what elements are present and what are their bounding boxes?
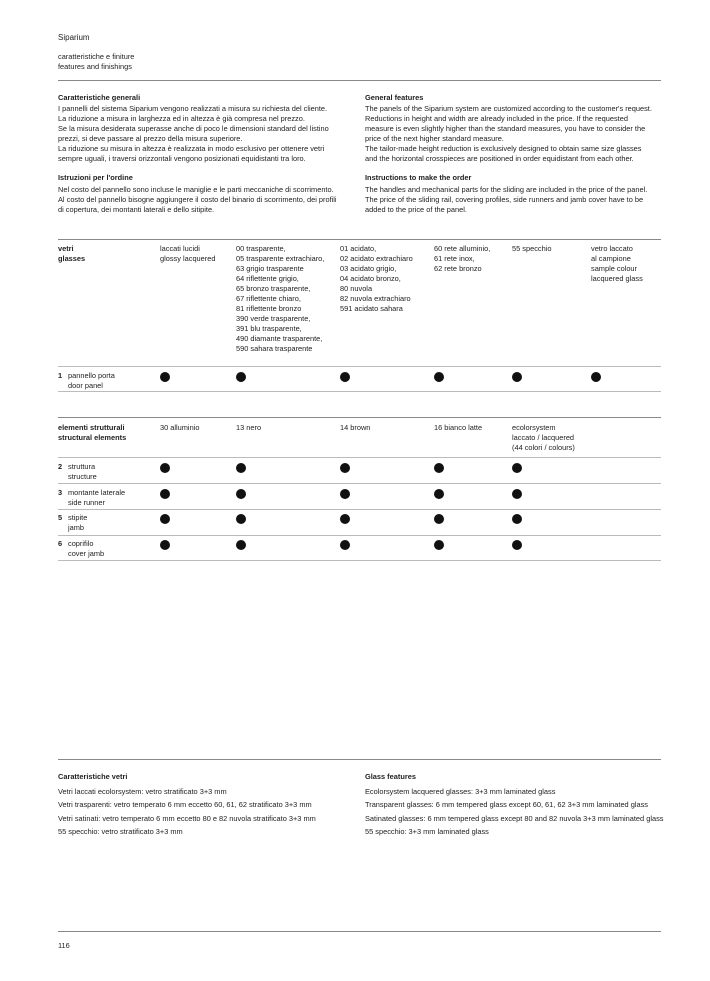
row-label-it: coprifilo [68,539,94,548]
text-line: Vetri satinati: vetro temperato 6 mm eccetto 80 e 82 nuvola stratificato 3+3 mm [58,813,316,823]
row-label-en: side runner [68,498,105,507]
order-text-en [365,185,647,215]
availability-dot [512,489,522,499]
text-line: Se la misura desiderata superasse anche di poco le dimensioni standard del listino [58,124,329,133]
availability-dot [434,463,444,473]
general-title-it: Caratteristiche generali [58,93,141,102]
general-text-en [365,104,652,164]
column-header [340,423,370,433]
text-line: The tailor-made height reduction is exclusively designed to obtain same size glasses [365,144,642,153]
column-header [512,423,575,453]
column-header-line: 590 sahara trasparente [236,344,313,353]
order-text-it [58,185,337,215]
column-header-line: 591 acidato sahara [340,304,403,313]
text-line: Al costo del pannello bisogne aggiungere il costo del binario di scorrimento, dei profili [58,195,337,204]
availability-dot [340,372,350,382]
row-number: 3 [58,488,63,497]
availability-dot [434,540,444,550]
column-header-line: lacquered glass [591,274,643,283]
column-header-line: laccati lucidi [160,244,200,253]
availability-dot [236,489,246,499]
page-number: 116 [58,941,70,950]
text-line: Satinated glasses: 6 mm tempered glass except 80 and 82 nuvola 3+3 mm laminated glass [365,813,664,823]
text-line: The handles and mechanical parts for the sliding are included in the price of the panel. [365,185,648,194]
availability-dot [434,514,444,524]
column-header-line: 64 riflettente grigio, [236,274,299,283]
availability-dot [160,463,170,473]
row-divider [58,483,661,484]
glass-features-rule [58,759,661,760]
glass-features-text-en [365,785,663,838]
column-header-line: ecolorsystem [512,423,556,432]
order-title-it: Istruzioni per l'ordine [58,173,133,182]
column-header-line: laccato / lacquered [512,433,575,442]
availability-dot [236,463,246,473]
text-line: Nel costo del pannello sono incluse le maniglie e le parti meccaniche di scorrimento. [58,185,334,194]
text-line: Transparent glasses: 6 mm tempered glass except 60, 61, 62 3+3 mm laminated glass [365,800,648,810]
row-label-it: montante laterale [68,488,126,497]
column-header-line: 16 bianco latte [434,423,483,432]
column-header-line: vetro laccato [591,244,633,253]
column-header-line: 14 brown [340,423,371,432]
text-line: and the horizontal crosspieces are positioned in order equidistant from each other. [365,154,634,163]
structural-header-en: structural elements [58,433,127,442]
column-header-line: (44 colori / colours) [512,443,575,452]
column-header [236,244,324,354]
availability-dot [160,372,170,382]
row-label-it: struttura [68,462,96,471]
availability-dot [591,372,601,382]
column-header-line: al campione [591,254,631,263]
text-line: price of the next higher standard measure. [365,134,504,143]
glasses-header-en: glasses [58,254,86,263]
column-header-line: 80 nuvola [340,284,373,293]
text-line: prezzi, si deve passare al prezzo della misura superiore. [58,134,243,143]
column-header [160,423,199,433]
text-line: added to the price of the panel. [365,205,467,214]
availability-dot [236,372,246,382]
availability-dot [434,489,444,499]
text-line: I pannelli del sistema Siparium vengono realizzati a misura su richiesta del cliente. [58,104,328,113]
glasses-header-it: vetri [58,244,74,253]
column-header-line: 04 acidato bronzo, [340,274,401,283]
subtitle-it: caratteristiche e finiture [58,52,135,61]
glasses-row-divider [58,366,661,367]
text-line: Vetri laccati ecolorsystem: vetro stratificato 3+3 mm [58,787,227,796]
column-header-line: 02 acidato extrachiaro [340,254,413,263]
availability-dot [512,514,522,524]
availability-dot [340,489,350,499]
row-label-en: structure [68,472,97,481]
column-header-line: 01 acidato, [340,244,377,253]
column-header [434,423,482,433]
column-header [236,423,261,433]
column-header-line: 82 nuvola extrachiaro [340,294,411,303]
availability-dot [160,514,170,524]
column-header-line: 30 alluminio [160,423,200,432]
text-line: di copertura, dei montanti laterali e dello sitipite. [58,205,215,214]
subtitle-en: features and finishings [58,62,132,71]
row-label-en: jamb [68,523,85,532]
glass-features-text-it [58,785,316,838]
row-number: 6 [58,539,63,548]
column-header-line: 00 trasparente, [236,244,286,253]
availability-dot [340,540,350,550]
column-header-line: 81 riflettente bronzo [236,304,302,313]
footer-rule [58,931,661,932]
column-header-line: 490 diamante trasparente, [236,334,323,343]
text-line: Reductions in height and width are already included in the price. If the requested [365,114,628,123]
text-line: sempre uguali, i traversi orizzontali vengono posizionati equidistanti tra loro. [58,154,306,163]
column-header-line: 03 acidato grigio, [340,264,397,273]
column-header-line: 63 grigio trasparente [236,264,304,273]
availability-dot [512,540,522,550]
text-line: The panels of the Siparium system are customized according to the customer's request. [365,104,652,113]
column-header-line: 62 rete bronzo [434,264,482,273]
availability-dot [160,540,170,550]
row-divider [58,535,661,536]
text-line: Vetri trasparenti: vetro temperato 6 mm eccetto 60, 61, 62 stratificato 3+3 mm [58,800,312,810]
column-header-line: 61 rete inox, [434,254,475,263]
row-number: 5 [58,513,63,522]
order-title-en: Instructions to make the order [365,173,472,182]
row-divider [58,457,661,458]
general-title-en: General features [365,93,424,102]
structural-header-it: elementi strutturali [58,423,125,432]
availability-dot [512,463,522,473]
availability-dot [160,489,170,499]
header-divider [58,80,661,81]
row-divider [58,560,661,561]
text-line: 55 specchio: vetro stratificato 3+3 mm [58,826,183,836]
text-line: measure is even slightly higher than the standard measures, you have to consider the [365,124,646,133]
structural-table-top-rule [58,417,661,418]
availability-dot [236,540,246,550]
row-divider [58,509,661,510]
column-header-line: glossy lacquered [160,254,216,263]
page-title: Siparium [58,33,90,42]
glass-features-title-en: Glass features [365,772,416,781]
availability-dot [340,463,350,473]
availability-dot [512,372,522,382]
column-header [434,244,490,274]
glasses-table-bottom-rule [58,391,661,392]
column-header [512,244,551,254]
row-number: 1 [58,371,63,380]
column-header-line: sample colour [591,264,638,273]
text-line: Ecolorsystem lacquered glasses: 3+3 mm laminated glass [365,787,556,796]
availability-dot [236,514,246,524]
column-header-line: 390 verde trasparente, [236,314,311,323]
row-label-en: door panel [68,381,103,390]
glass-features-title-it: Caratteristiche vetri [58,772,128,781]
row-label-it: pannello porta [68,371,115,380]
column-header-line: 391 blu trasparente, [236,324,302,333]
general-text-it [58,104,329,164]
availability-dot [340,514,350,524]
text-line: La riduzione a misura in larghezza ed in altezza è già compresa nel prezzo. [58,114,305,123]
column-header-line: 65 bronzo trasparente, [236,284,311,293]
column-header-line: 55 specchio [512,244,552,253]
availability-dot [434,372,444,382]
text-line: La riduzione su misura in altezza è realizzata in modo esclusivo per ottenere vetri [58,144,325,153]
column-header-line: 67 riflettente chiaro, [236,294,301,303]
glasses-table-top-rule [58,239,661,240]
column-header-line: 60 rete alluminio, [434,244,491,253]
row-number: 2 [58,462,63,471]
row-label-it: stipite [68,513,88,522]
column-header [340,244,413,314]
column-header-line: 05 trasparente extrachiaro, [236,254,325,263]
text-line: 55 specchio: 3+3 mm laminated glass [365,826,489,836]
column-header [160,244,215,264]
text-line: The price of the sliding rail, covering profiles, side runners and jamb cover have to be [365,195,644,204]
row-label-en: cover jamb [68,549,105,558]
column-header-line: 13 nero [236,423,262,432]
column-header [591,244,643,284]
